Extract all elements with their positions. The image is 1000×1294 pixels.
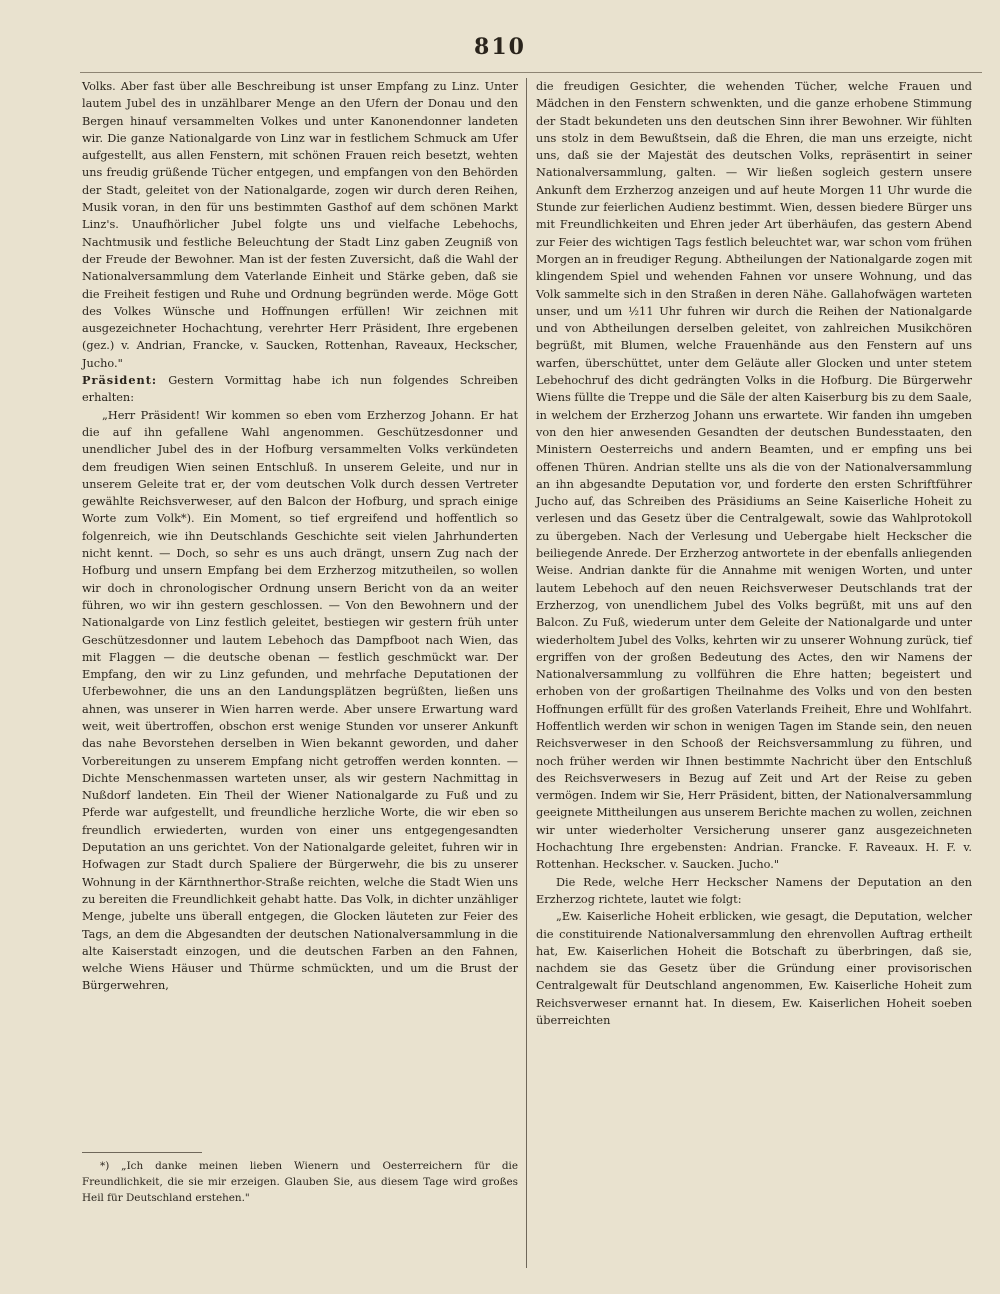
- speaker-text: Gestern Vormittag habe ich nun folgendes Schreiben erhalten:: [82, 374, 518, 405]
- left-paragraph-3: „Herr Präsident! Wir kommen so eben vom Erzherzog Johann. Er hat die auf ihn gefallene Wahl angenommen. Geschützesdonner und unendlicher Jubel des in der Hofburg versammelten Volks verkündeten dem freudigen Wien seinen Entschluß. In unserem Geleite, und nur in unserem Geleite trat er, der vom deutschen Volk durch dessen Vertreter gewählte Reichsverweser, auf den Balcon der Hofburg, und sprach einige Worte zum Volk*). Ein Moment, so tief ergreifend und hoffentlich so folgenreich, wie ihn Deutschlands Geschichte seit vielen Jahrhunderten nicht kennt. — Doch, so sehr es uns auch drängt, unsern Zug nach der Hofburg und unsern Empfang bei dem Erzherzog mitzutheilen, so wollen wir doch in chronologischer Ordnung unsern Bericht von da an weiter führen, wo wir ihn gestern geschlossen. — Von den Bewohnern und der Nationalgarde von Linz festlich geleitet, bestiegen wir gestern früh unter Geschützesdonner und lautem Lebehoch das Dampfboot nach Wien, das mit Flaggen — die deutsche obenan — festlich geschmückt war. Der Empfang, den wir zu Linz gefunden, und mehrfache Deputationen der Uferbewohner, die uns an den Landungsplätzen begrüßten, ließen uns ahnen, was unserer in Wien harren werde. Aber unsere Erwartung ward weit, weit übertroffen, obschon erst wenige Stunden vor unserer Ankunft das nahe Bevorstehen derselben in Wien bekannt geworden, und daher Vorbereitungen zu unserem Empfang nicht getroffen werden konnten. — Dichte Menschenmassen warteten unser, als wir gestern Nachmittag in Nußdorf landeten. Ein Theil der Wiener Nationalgarde zu Fuß und zu Pferde war aufgestellt, und freundliche herzliche Worte, die wir eben so freundlich erwiederten, wurden von einer uns entgegengesandten Deputation an uns gerichtet. Von der Nationalgarde geleitet, fuhren wir in Hofwagen zur Stadt durch Spaliere der Bürgerwehr, die bis zu unserer Wohnung in der Kärnthnerthor-Straße reichten, welche die Stadt Wien uns zu bereiten die Freundlichkeit gehabt hatte. Das Volk, in dichter unzähliger Menge, jubelte uns überall entgegen, die Glocken läuteten zur Feier des Tags, an dem die Abgesandten der deutschen Nationalversammlung in die alte Kaiserstadt einzogen, und die deutschen Farben an den Fahnen, welche Wiens Häuser und Thürme schmückten, und um die Brust der Bürgerwehren,: [82, 408, 518, 993]
- footnote-rule: [82, 1152, 202, 1153]
- speaker-label: Präsident:: [82, 373, 158, 388]
- right-paragraph-2: Die Rede, welche Herr Heckscher Namens der Deputation an den Erzherzog richtete, lautet wie folgt:: [536, 875, 972, 906]
- right-paragraph-3: „Ew. Kaiserliche Hoheit erblicken, wie gesagt, die Deputation, welcher die constituirende Nationalversammlung den ehrenvollen Auftrag ertheilt hat, Ew. Kaiserlichen Hoheit die Botschaft zu überbringen, daß sie, nachdem sie das Gesetz über die Gründung einer provisorischen Centralgewalt für Deutschland angenommen, Ew. Kaiserliche Hoheit zum Reichsverweser ernannt hat. In diesem, Ew. Kaiserlichen Hoheit soeben überreichten: [536, 910, 972, 1028]
- right-column: [536, 78, 972, 1278]
- page-number: 810: [474, 34, 526, 60]
- footnote-text: *) „Ich danke meinen lieben Wienern und Oesterreichern für die Freundlichkeit, die sie mir erzeigen. Glauben Sie, aus diesem Tage wird großes Heil für Deutschland erstehen.": [82, 1160, 518, 1204]
- left-paragraph-2: [82, 372, 518, 407]
- left-column: [82, 78, 518, 1198]
- header-rule: [80, 72, 982, 73]
- footnote: [82, 1158, 518, 1206]
- column-divider: [526, 78, 527, 1268]
- left-paragraph-1: Volks. Aber fast über alle Beschreibung ist unser Empfang zu Linz. Unter lautem Jubel des in unzählbarer Menge an den Ufern der Donau und den Bergen hinauf versammelten Volkes und unter Kanonendonner landeten wir. Die ganze Nationalgarde von Linz war in festlichem Schmuck am Ufer aufgestellt, aus allen Fenstern, mit schönen Frauen reich besetzt, wehten uns freudig grüßende Tücher entgegen, und empfangen von den Behörden der Stadt, geleitet von der Nationalgarde, zogen wir durch deren Reihen, Musik voran, in den für uns bestimmten Gasthof auf dem schönen Markt Linz's. Unaufhörlicher Jubel folgte uns und vielfache Lebehochs, Nachtmusik und festliche Beleuchtung der Stadt Linz gaben Zeugniß von der Freude der Bewohner. Man ist der festen Zuversicht, daß die Wahl der Nationalversammlung dem Vaterlande Einheit und Stärke geben, daß sie die Freiheit festigen und Ruhe und Ordnung begründen werde. Möge Gott des Volkes Wünsche und Hoffnungen erfüllen! Wir zeichnen mit ausgezeichneter Hochachtung, verehrter Herr Präsident, Ihre ergebenen (gez.) v. Andrian, Francke, v. Saucken, Rottenhan, Raveaux, Heckscher, Jucho.": [82, 80, 518, 370]
- right-paragraph-1: die freudigen Gesichter, die wehenden Tücher, welche Frauen und Mädchen in den Fenstern schwenkten, und die ganze erhobene Stimmung der Stadt bekundeten uns den deutschen Sinn ihrer Bewohner. Wir fühlten uns stolz in dem Bewußtsein, daß die Ehren, die man uns erzeigte, nicht uns, daß sie der Majestät des deutschen Volks, repräsentirt in seiner Nationalversammlung, galten. — Wir ließen sogleich gestern unsere Ankunft dem Erzherzog anzeigen und auf heute Morgen 11 Uhr wurde die Stunde zur feierlichen Audienz bestimmt. Wien, dessen biedere Bürger uns mit Freundlichkeiten und Ehren jeder Art überhäufen, das gestern Abend zur Feier des wichtigen Tags festlich beleuchtet war, war schon vom frühen Morgen an in freudiger Regung. Abtheilungen der Nationalgarde zogen mit klingendem Spiel und wehenden Fahnen vor unsere Wohnung, und das Volk sammelte sich in den Straßen in deren Nähe. Gallahofwägen warteten unser, und um ½11 Uhr fuhren wir durch die Reihen der Nationalgarde und von Abtheilungen derselben geleitet, von zahlreichen Musikchören begrüßt, mit Blumen, welche Frauenhände aus den Fenstern auf uns warfen, überschüttet, unter dem Geläute aller Glocken und unter stetem Lebehochruf des dicht gedrängten Volks in die Hofburg. Die Bürgerwehr Wiens füllte die Treppe und die Säle der alten Kaiserburg bis zu dem Saale, in welchem der Erzherzog Johann uns erwartete. Wir fanden ihn umgeben von den hier anwesenden Gesandten der deutschen Bundesstaaten, den Ministern Oesterreichs und andern Beamten, und er empfing uns bei offenen Thüren. Andrian stellte uns als die von der Nationalversammlung an ihn abgesandte Deputation vor, und forderte den ersten Schriftführer Jucho auf, das Schreiben des Präsidiums an Seine Kaiserliche Hoheit zu verlesen und das Gesetz über die Centralgewalt, sowie das Wahlprotokoll zu übergeben. Nach der Verlesung und Uebergabe hielt Heckscher die beiliegende Anrede. Der Erzherzog antwortete in der ebenfalls anliegenden Weise. Andrian dankte für die Annahme mit wenigen Worten, und unter lautem Lebehoch auf den neuen Reichsverweser Deutschlands trat der Erzherzog, von unendlichem Jubel des Volks begrüßt, mit uns auf den Balcon. Zu Fuß, wiederum unter dem Geleite der Nationalgarde und unter wiederholtem Jubel des Volks, kehrten wir zu unserer Wohnung zurück, tief ergriffen von der großen Bedeutung des Actes, den wir Namens der Nationalversammlung zu vollführen die Ehre hatten; begeistert und erhoben von der großartigen Theilnahme des Volks und von den besten Hoffnungen erfüllt für des großen Vaterlands Freiheit, Ehre und Wohlfahrt. Hoffentlich werden wir schon in wenigen Tagen im Stande sein, den neuen Reichsverweser in den Schooß der Reichsversammlung zu führen, und noch früher werden wir Ihnen bestimmte Nachricht über den Entschluß des Reichsverwesers in Bezug auf Zeit und Art der Reise zu geben vermögen. Indem wir Sie, Herr Präsident, bitten, der Nationalversammlung geeignete Mittheilungen aus unserem Berichte machen zu wollen, zeichnen wir unter wiederholter Versicherung unserer ganz ausgezeichneten Hochachtung Ihre ergebensten: Andrian. Francke. F. Raveaux. H. F. v. Rottenhan. Heckscher. v. Saucken. Jucho.": [536, 80, 972, 872]
